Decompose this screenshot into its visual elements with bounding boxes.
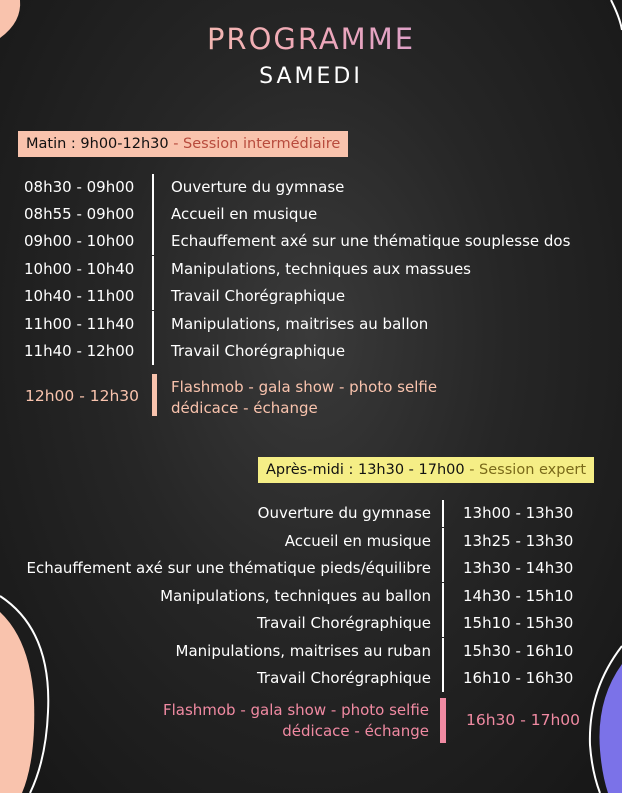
schedule-row	[0, 256, 622, 282]
schedule-row	[0, 500, 622, 526]
row-activity: Manipulations, maitrises au ballon	[171, 315, 429, 333]
page-title: PROGRAMME	[0, 22, 622, 56]
row-time: 10h40 - 11h00	[24, 287, 135, 305]
closing-event-line: Flashmob - gala show - photo selfie	[171, 378, 438, 396]
schedule-row	[0, 610, 622, 636]
closing-event-line: dédicace - échange	[171, 399, 318, 417]
schedule-row	[0, 283, 622, 309]
closing-event-time: 16h30 - 17h00	[466, 711, 580, 729]
row-activity: Accueil en musique	[171, 205, 318, 223]
morning-session-banner	[18, 131, 348, 157]
afternoon-closing-event	[0, 698, 622, 744]
row-time: 13h00 - 13h30	[463, 504, 574, 522]
row-activity: Echauffement axé sur une thématique souplesse dos	[171, 232, 571, 250]
schedule-row	[0, 201, 622, 227]
row-activity: Echauffement axé sur une thématique pieds/équilibre	[26, 559, 431, 577]
row-divider	[442, 583, 444, 610]
schedule-row	[0, 528, 622, 554]
row-divider	[152, 228, 154, 255]
row-time: 10h00 - 10h40	[24, 260, 135, 278]
closing-event-time: 12h00 - 12h30	[25, 387, 139, 405]
row-divider	[152, 174, 154, 201]
schedule-row	[0, 174, 622, 200]
closing-event-description	[163, 700, 429, 742]
row-activity: Ouverture du gymnase	[171, 178, 345, 196]
schedule-row	[0, 311, 622, 337]
page-subtitle: SAMEDI	[259, 64, 363, 89]
row-divider	[152, 283, 154, 310]
row-divider	[152, 201, 154, 228]
schedule-row	[0, 583, 622, 609]
morning-session-level: - Session intermédiaire	[168, 136, 341, 152]
afternoon-session-level: - Session expert	[464, 462, 587, 478]
row-activity: Travail Chorégraphique	[256, 614, 431, 632]
closing-event-line: Flashmob - gala show - photo selfie	[162, 701, 429, 719]
schedule-row	[0, 665, 622, 691]
morning-closing-event	[0, 374, 622, 418]
row-activity: Accueil en musique	[284, 532, 431, 550]
closing-event-line: dédicace - échange	[282, 722, 429, 740]
row-time: 15h10 - 15h30	[463, 614, 574, 632]
row-divider	[442, 665, 444, 692]
row-activity: Manipulations, techniques aux massues	[171, 260, 471, 278]
row-time: 08h30 - 09h00	[24, 178, 135, 196]
row-activity: Manipulations, maitrises au ruban	[175, 642, 431, 660]
row-divider	[152, 311, 154, 338]
row-time: 13h30 - 14h30	[463, 559, 574, 577]
schedule-row	[0, 228, 622, 254]
row-time: 13h25 - 13h30	[463, 532, 574, 550]
morning-session-hours: Matin : 9h00-12h30	[26, 136, 169, 152]
row-divider	[442, 528, 444, 555]
schedule-row	[0, 638, 622, 664]
row-activity: Travail Chorégraphique	[256, 669, 431, 687]
row-activity: Travail Chorégraphique	[171, 342, 346, 360]
row-time: 11h40 - 12h00	[24, 342, 135, 360]
row-time: 09h00 - 10h00	[24, 232, 135, 250]
row-time: 16h10 - 16h30	[463, 669, 574, 687]
row-activity: Travail Chorégraphique	[171, 287, 346, 305]
row-time: 08h55 - 09h00	[24, 205, 135, 223]
afternoon-session-hours: Après-midi : 13h30 - 17h00	[266, 462, 465, 478]
row-divider	[152, 338, 154, 365]
closing-event-accent-bar	[440, 698, 446, 743]
schedule-row	[0, 338, 622, 364]
row-activity: Manipulations, techniques au ballon	[160, 587, 431, 605]
row-time: 11h00 - 11h40	[24, 315, 135, 333]
row-divider	[442, 500, 444, 527]
row-divider	[152, 256, 154, 283]
schedule-row	[0, 555, 622, 581]
row-time: 15h30 - 16h10	[463, 642, 574, 660]
closing-event-accent-bar	[152, 374, 157, 416]
row-activity: Ouverture du gymnase	[257, 504, 431, 522]
row-time: 14h30 - 15h10	[463, 587, 574, 605]
row-divider	[442, 638, 444, 665]
row-divider	[442, 610, 444, 637]
afternoon-session-banner	[258, 457, 594, 483]
closing-event-description	[171, 377, 437, 419]
row-divider	[442, 555, 444, 582]
